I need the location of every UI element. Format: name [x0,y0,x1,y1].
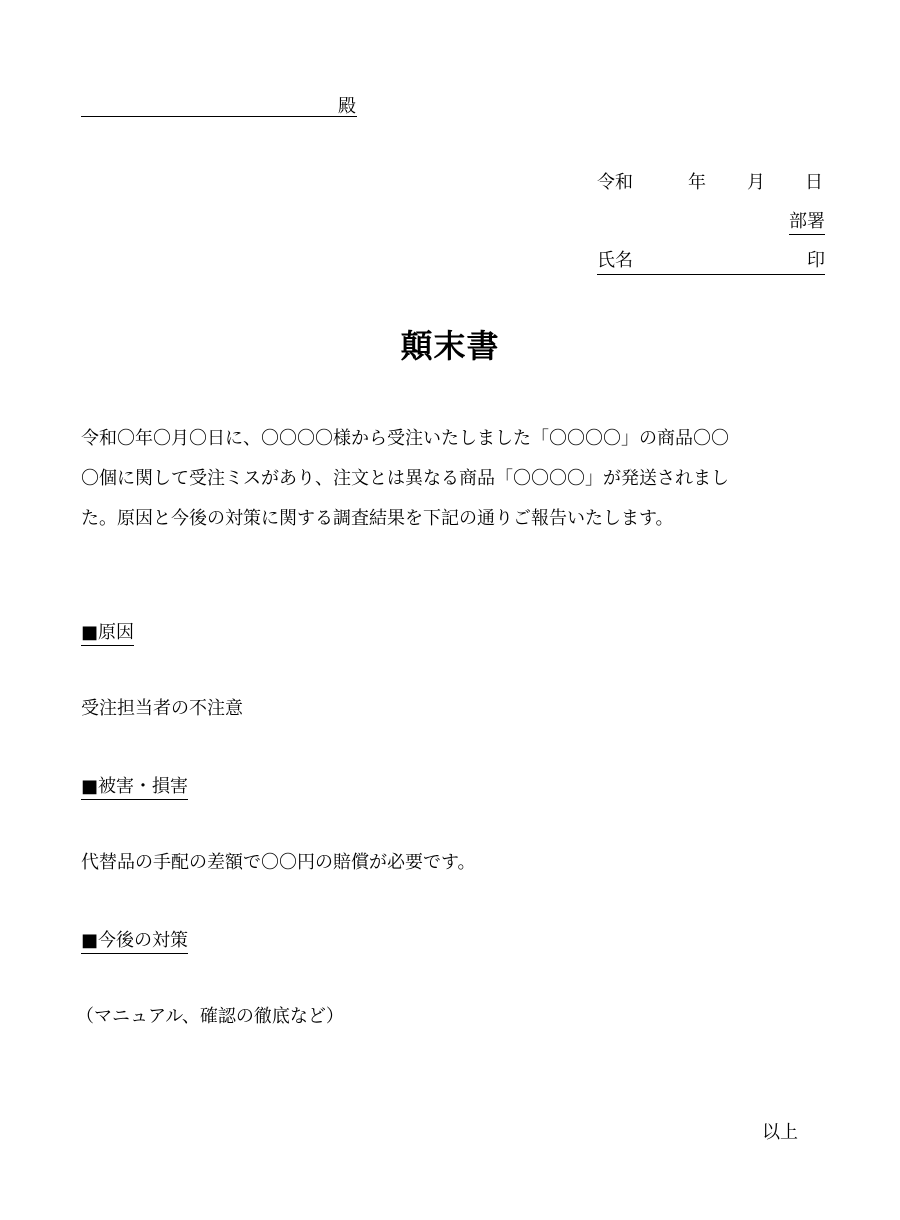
sender-name-row [597,250,825,275]
date-era: 令和 [597,172,633,193]
seal-label: 印 [807,250,825,271]
section-text-damage: 代替品の手配の差額で〇〇円の賠償が必要です。 [81,852,476,873]
date-day-label: 日 [805,172,823,193]
body-line: 〇個に関して受注ミスがあり、注文とは異なる商品「〇〇〇〇」が発送されまし [81,468,729,489]
section-heading-damage: ■被害・損害 [81,776,188,800]
body-line: 令和〇年〇月〇日に、〇〇〇〇様から受注いたしました「〇〇〇〇」の商品〇〇 [81,428,729,449]
addressee-blank-line [81,116,357,117]
document-title: 顛末書 [400,327,500,365]
section-text-cause: 受注担当者の不注意 [81,698,243,719]
section-heading-measures: ■今後の対策 [81,930,188,954]
name-label: 氏名 [597,250,633,271]
date-month-label: 月 [747,172,765,193]
section-text-measures: （マニュアル、確認の徹底など） [76,1006,344,1027]
section-heading-cause: ■原因 [81,622,134,646]
department-label: 部署 [789,211,825,235]
body-line: た。原因と今後の対策に関する調査結果を下記の通りご報告いたします。 [81,508,674,529]
closing-remark: 以上 [762,1122,798,1143]
date-year-label: 年 [688,172,706,193]
addressee-honorific: 殿 [338,96,356,117]
